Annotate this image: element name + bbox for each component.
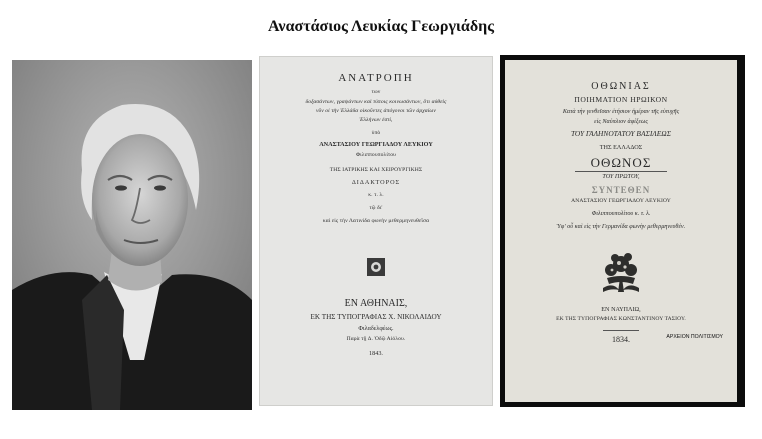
book1-place: ΕΝ ΑΘΗΝΑΙΣ, xyxy=(344,298,408,309)
book2-line: εἰς Ναύπλιον ἀφίξεως xyxy=(594,118,648,125)
book2-verb: ΣΥΝΤΕΘΕΝ xyxy=(591,185,651,195)
book2-author: ΑΝΑΣΤΑΣΙΟΥ ΓΕΩΡΓΙΑΔΟΥ ΛΕΥΚΙΟΥ xyxy=(571,198,671,204)
book1-address: Παρὰ τῇ Δ. Ὁδῷ Αἰόλου. xyxy=(346,336,406,342)
book1-line: Ἑλλήνων ἐστί, xyxy=(359,117,393,123)
book1-line: ὑπὸ xyxy=(371,130,381,136)
book2-translation: Ὑφ' οὗ καὶ εἰς τὴν Γερμανίδα φωνὴν μεθερμηνευθέν. xyxy=(556,223,686,230)
book1-line: κ. τ. λ. xyxy=(368,192,384,198)
portrait-icon xyxy=(12,60,252,410)
book-title-page-anatropi xyxy=(259,56,493,406)
portrait-image xyxy=(12,60,252,410)
book2-line: Κατὰ τὴν γενθεῖσαν ἐτήσιον ἡμέραν τῆς εὐτυχῆς xyxy=(562,108,680,115)
book1-press-name: Φιλαδελφέως. xyxy=(358,325,394,332)
book1-line: δοξασάντων, γραψάντων καὶ τύποις κοινωσάντων, ὅτι αὐθεὶς xyxy=(305,99,447,105)
book1-line: ΤΗΣ ΙΑΤΡΙΚΗΣ ΚΑΙ ΧΕΙΡΟΥΡΓΙΚΗΣ xyxy=(329,167,423,173)
book2-line: ΤΗΣ ΕΛΛΑΔΟΣ xyxy=(599,144,643,151)
floral-ornament-icon xyxy=(595,248,647,298)
book1-line: Φιλιππουπολίτου xyxy=(355,152,397,158)
printer-ornament-icon xyxy=(365,256,387,278)
book2-subheading: ΠΟΙΗΜΑΤΙΟΝ ΗΡΩΙΚΟΝ xyxy=(574,95,668,104)
book1-line: των xyxy=(371,89,381,95)
book1-heading: ΑΝΑΤΡΟΠΗ xyxy=(338,72,414,84)
book1-line: τῷ δι' xyxy=(369,205,383,211)
book2-place: ΕΝ ΝΑΥΠΛΙΩ, xyxy=(601,306,641,313)
book2-year: 1834. xyxy=(612,335,630,344)
divider xyxy=(575,171,667,172)
archive-label: ΑΡΧΕΙΟΝ ΠΟΛΙΤΙΣΜΟΥ xyxy=(666,334,723,340)
divider xyxy=(603,330,639,331)
book2-king-sub: ΤΟΥ ΠΡΩΤΟΥ, xyxy=(602,173,640,180)
book1-press: ΕΚ ΤΗΣ ΤΥΠΟΓΡΑΦΙΑΣ Χ. ΝΙΚΟΛΑΙΔΟΥ xyxy=(310,313,442,321)
book1-year: 1843. xyxy=(369,350,383,357)
book1-author: ΑΝΑΣΤΑΣΙΟΥ ΓΕΩΡΓΙΑΔΟΥ ΛΕΥΚΙΟΥ xyxy=(319,141,433,148)
page-title: Αναστάσιος Λευκίας Γεωργιάδης xyxy=(268,18,494,35)
book-title-page-othonias xyxy=(505,60,737,402)
book2-press: ΕΚ ΤΗΣ ΤΥΠΟΓΡΑΦΙΑΣ ΚΩΝΣΤΑΝΤΙΝΟΥ ΤΑΣΙΟΥ. xyxy=(556,316,686,322)
book1-line: ΔΙΔΑΚΤΟΡΟΣ xyxy=(351,179,401,186)
book2-line: ΤΟΥ ΓΑΛΗΝΟΤΑΤΟΥ ΒΑΣΙΛΕΩΣ xyxy=(570,129,672,138)
book2-author-sub: Φιλιππουπολίτου κ. τ. λ. xyxy=(591,210,651,217)
book1-line: νῦν οἱ τὴν Ἑλλάδα οἰκοῦντες ἀπόγονοι τῶν ἀρχαίων xyxy=(315,108,437,114)
book2-king: ΟΘΩΝΟΣ xyxy=(590,155,652,170)
book1-line: καὶ εἰς τὴν Λατινίδα φωνὴν μεθερμηνευθεῖσα xyxy=(322,218,430,224)
book2-heading: ΟΘΩΝΙΑΣ xyxy=(591,81,651,92)
